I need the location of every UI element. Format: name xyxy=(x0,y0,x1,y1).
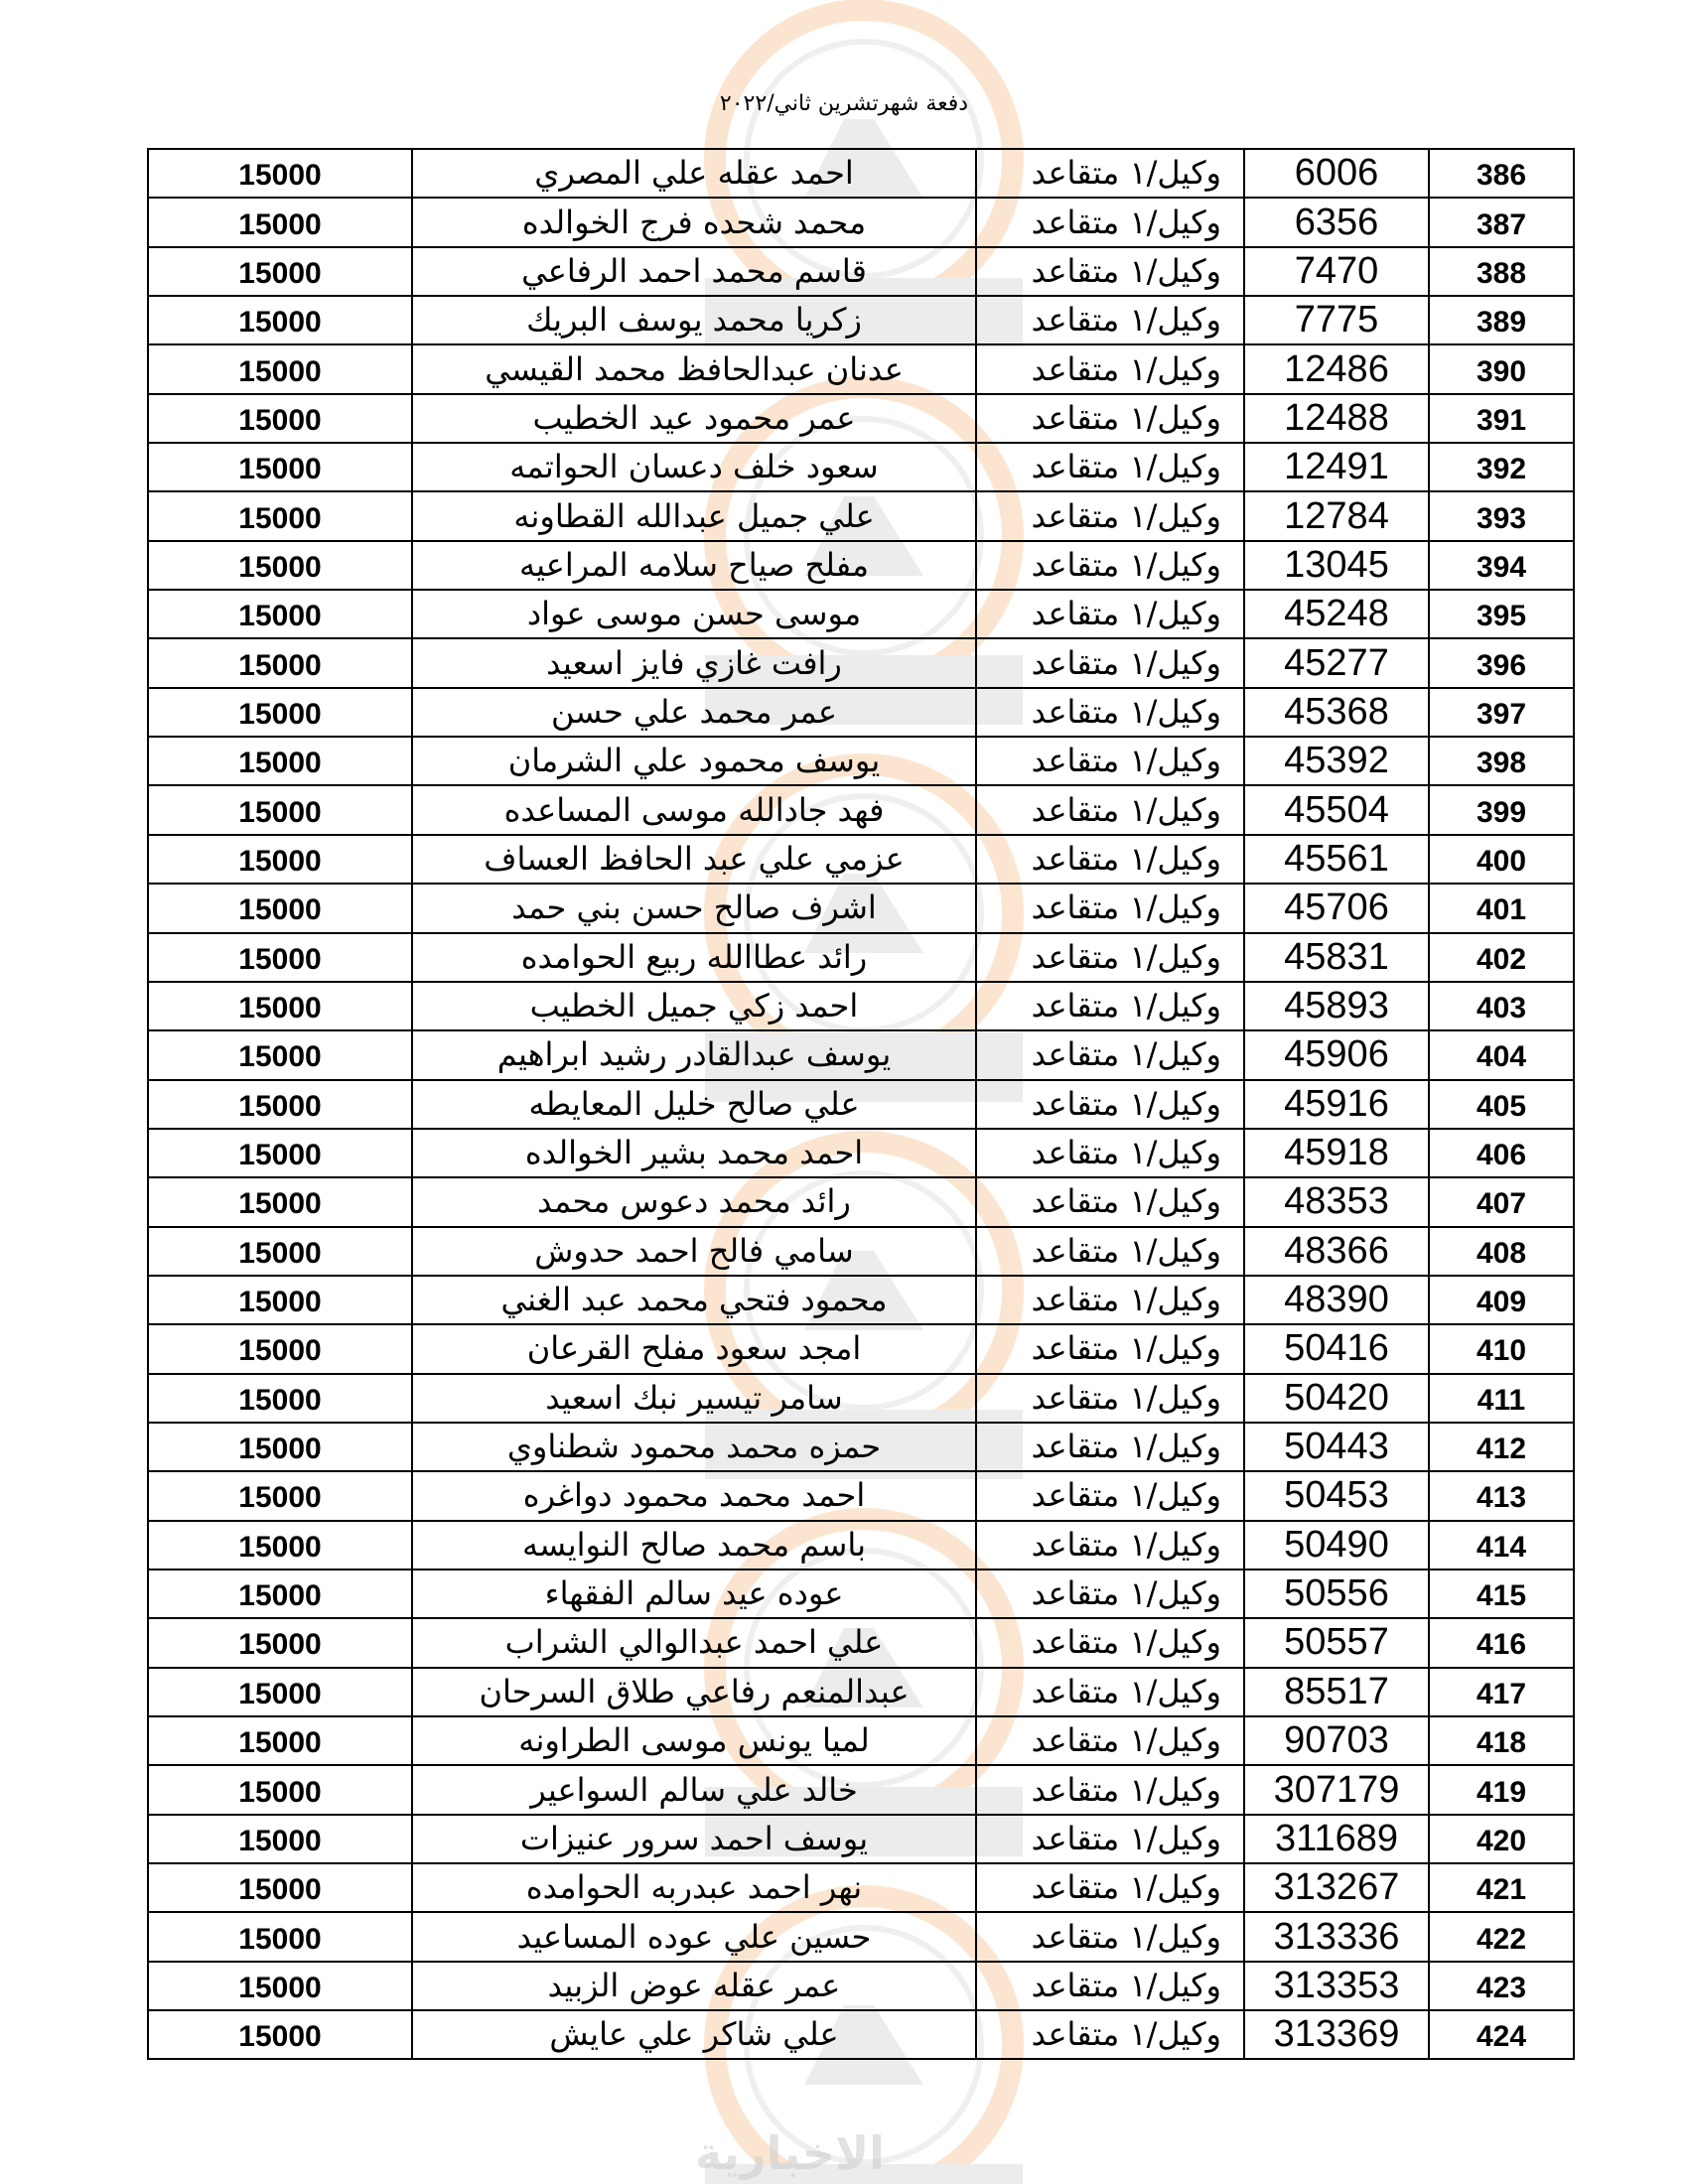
type-cell: وكيل/١ متقاعد xyxy=(976,1716,1244,1765)
name-cell: يوسف احمد سرور عنيزات xyxy=(412,1815,976,1863)
sequence-cell: 388 xyxy=(1429,247,1574,296)
name-cell: عمر محمود عيد الخطيب xyxy=(412,394,976,443)
name-cell: سامي فالح احمد حدوش xyxy=(412,1227,976,1276)
type-cell: وكيل/١ متقاعد xyxy=(976,1962,1244,2010)
table-row xyxy=(148,1374,1574,1423)
type-cell: وكيل/١ متقاعد xyxy=(976,1177,1244,1226)
sequence-cell: 413 xyxy=(1429,1471,1574,1520)
table-row xyxy=(148,785,1574,834)
table-row xyxy=(148,1227,1574,1276)
amount-cell: 15000 xyxy=(148,541,412,590)
table-row xyxy=(148,296,1574,344)
document-header: دفعة شهرتشرين ثاني/٢٠٢٢ xyxy=(719,91,969,116)
amount-cell: 15000 xyxy=(148,1962,412,2010)
sequence-cell: 389 xyxy=(1429,296,1574,344)
table-row xyxy=(148,443,1574,491)
amount-cell: 15000 xyxy=(148,638,412,687)
amount-cell: 15000 xyxy=(148,1716,412,1765)
table-row xyxy=(148,1177,1574,1226)
sequence-cell: 394 xyxy=(1429,541,1574,590)
sequence-cell: 411 xyxy=(1429,1374,1574,1423)
number-cell: 307179 xyxy=(1244,1765,1429,1814)
sequence-cell: 395 xyxy=(1429,590,1574,638)
name-cell: رائد محمد دعوس محمد xyxy=(412,1177,976,1226)
table-row xyxy=(148,1962,1574,2010)
name-cell: نهر احمد عبدربه الحوامده xyxy=(412,1863,976,1912)
type-cell: وكيل/١ متقاعد xyxy=(976,296,1244,344)
table-row xyxy=(148,1863,1574,1912)
sequence-cell: 386 xyxy=(1429,149,1574,198)
amount-cell: 15000 xyxy=(148,1618,412,1667)
table-row xyxy=(148,1570,1574,1618)
name-cell: رافت غازي فايز اسعيد xyxy=(412,638,976,687)
type-cell: وكيل/١ متقاعد xyxy=(976,785,1244,834)
sequence-cell: 417 xyxy=(1429,1668,1574,1716)
sequence-cell: 396 xyxy=(1429,638,1574,687)
amount-cell: 15000 xyxy=(148,247,412,296)
number-cell: 90703 xyxy=(1244,1716,1429,1765)
number-cell: 45916 xyxy=(1244,1080,1429,1129)
type-cell: وكيل/١ متقاعد xyxy=(976,1324,1244,1373)
sequence-cell: 420 xyxy=(1429,1815,1574,1863)
amount-cell: 15000 xyxy=(148,1471,412,1520)
type-cell: وكيل/١ متقاعد xyxy=(976,1863,1244,1912)
table-row xyxy=(148,1912,1574,1961)
amount-cell: 15000 xyxy=(148,296,412,344)
table-row xyxy=(148,1423,1574,1471)
name-cell: سعود خلف دعسان الحواتمه xyxy=(412,443,976,491)
name-cell: زكريا محمد يوسف البريك xyxy=(412,296,976,344)
name-cell: علي صالح خليل المعايطه xyxy=(412,1080,976,1129)
table-row xyxy=(148,491,1574,540)
name-cell: سامر تيسير نبك اسعيد xyxy=(412,1374,976,1423)
type-cell: وكيل/١ متقاعد xyxy=(976,1030,1244,1079)
number-cell: 313369 xyxy=(1244,2010,1429,2059)
type-cell: وكيل/١ متقاعد xyxy=(976,1471,1244,1520)
sequence-cell: 410 xyxy=(1429,1324,1574,1373)
amount-cell: 15000 xyxy=(148,1815,412,1863)
number-cell: 45906 xyxy=(1244,1030,1429,1079)
table-row xyxy=(148,1276,1574,1324)
sequence-cell: 416 xyxy=(1429,1618,1574,1667)
amount-cell: 15000 xyxy=(148,982,412,1030)
name-cell: عمر محمد علي حسن xyxy=(412,688,976,737)
number-cell: 313336 xyxy=(1244,1912,1429,1961)
name-cell: عمر عقله عوض الزبيد xyxy=(412,1962,976,2010)
name-cell: حسين علي عوده المساعيد xyxy=(412,1912,976,1961)
amount-cell: 15000 xyxy=(148,1030,412,1079)
type-cell: وكيل/١ متقاعد xyxy=(976,688,1244,737)
name-cell: علي احمد عبدالوالي الشراب xyxy=(412,1618,976,1667)
type-cell: وكيل/١ متقاعد xyxy=(976,982,1244,1030)
table-row xyxy=(148,1471,1574,1520)
number-cell: 50416 xyxy=(1244,1324,1429,1373)
type-cell: وكيل/١ متقاعد xyxy=(976,884,1244,932)
amount-cell: 15000 xyxy=(148,1080,412,1129)
type-cell: وكيل/١ متقاعد xyxy=(976,1815,1244,1863)
amount-cell: 15000 xyxy=(148,1912,412,1961)
number-cell: 50490 xyxy=(1244,1521,1429,1570)
number-cell: 50420 xyxy=(1244,1374,1429,1423)
number-cell: 45893 xyxy=(1244,982,1429,1030)
sequence-cell: 397 xyxy=(1429,688,1574,737)
number-cell: 12488 xyxy=(1244,394,1429,443)
table-row xyxy=(148,590,1574,638)
sequence-cell: 390 xyxy=(1429,344,1574,393)
number-cell: 12784 xyxy=(1244,491,1429,540)
table-row xyxy=(148,1815,1574,1863)
sequence-cell: 405 xyxy=(1429,1080,1574,1129)
sequence-cell: 392 xyxy=(1429,443,1574,491)
table-row xyxy=(148,1080,1574,1129)
number-cell: 48353 xyxy=(1244,1177,1429,1226)
name-cell: احمد زكي جميل الخطيب xyxy=(412,982,976,1030)
number-cell: 50557 xyxy=(1244,1618,1429,1667)
table-row xyxy=(148,1618,1574,1667)
sequence-cell: 406 xyxy=(1429,1129,1574,1177)
number-cell: 7470 xyxy=(1244,247,1429,296)
number-cell: 45918 xyxy=(1244,1129,1429,1177)
number-cell: 50443 xyxy=(1244,1423,1429,1471)
sequence-cell: 408 xyxy=(1429,1227,1574,1276)
number-cell: 45277 xyxy=(1244,638,1429,687)
amount-cell: 15000 xyxy=(148,1374,412,1423)
sequence-cell: 424 xyxy=(1429,2010,1574,2059)
type-cell: وكيل/١ متقاعد xyxy=(976,1765,1244,1814)
number-cell: 7775 xyxy=(1244,296,1429,344)
table-row xyxy=(148,1716,1574,1765)
amount-cell: 15000 xyxy=(148,1668,412,1716)
name-cell: موسى حسن موسى عواد xyxy=(412,590,976,638)
name-cell: امجد سعود مفلح القرعان xyxy=(412,1324,976,1373)
name-cell: عدنان عبدالحافظ محمد القيسي xyxy=(412,344,976,393)
table-row xyxy=(148,1765,1574,1814)
number-cell: 45561 xyxy=(1244,835,1429,884)
amount-cell: 15000 xyxy=(148,1765,412,1814)
table-row xyxy=(148,835,1574,884)
name-cell: محمود فتحي محمد عبد الغني xyxy=(412,1276,976,1324)
amount-cell: 15000 xyxy=(148,1324,412,1373)
sequence-cell: 414 xyxy=(1429,1521,1574,1570)
name-cell: محمد شحده فرج الخوالده xyxy=(412,198,976,246)
amount-cell: 15000 xyxy=(148,1521,412,1570)
amount-cell: 15000 xyxy=(148,884,412,932)
type-cell: وكيل/١ متقاعد xyxy=(976,247,1244,296)
type-cell: وكيل/١ متقاعد xyxy=(976,1227,1244,1276)
table-row xyxy=(148,149,1574,198)
amount-cell: 15000 xyxy=(148,1423,412,1471)
amount-cell: 15000 xyxy=(148,1570,412,1618)
amount-cell: 15000 xyxy=(148,785,412,834)
type-cell: وكيل/١ متقاعد xyxy=(976,933,1244,982)
type-cell: وكيل/١ متقاعد xyxy=(976,638,1244,687)
name-cell: فهد جادالله موسى المساعده xyxy=(412,785,976,834)
type-cell: وكيل/١ متقاعد xyxy=(976,1423,1244,1471)
number-cell: 12486 xyxy=(1244,344,1429,393)
name-cell: يوسف محمود علي الشرمان xyxy=(412,737,976,785)
amount-cell: 15000 xyxy=(148,344,412,393)
sequence-cell: 399 xyxy=(1429,785,1574,834)
amount-cell: 15000 xyxy=(148,394,412,443)
table-row xyxy=(148,198,1574,246)
sequence-cell: 407 xyxy=(1429,1177,1574,1226)
type-cell: وكيل/١ متقاعد xyxy=(976,541,1244,590)
number-cell: 45392 xyxy=(1244,737,1429,785)
amount-cell: 15000 xyxy=(148,933,412,982)
number-cell: 45248 xyxy=(1244,590,1429,638)
number-cell: 48366 xyxy=(1244,1227,1429,1276)
sequence-cell: 412 xyxy=(1429,1423,1574,1471)
amount-cell: 15000 xyxy=(148,2010,412,2059)
name-cell: خالد علي سالم السواعير xyxy=(412,1765,976,1814)
table-row xyxy=(148,394,1574,443)
number-cell: 45831 xyxy=(1244,933,1429,982)
type-cell: وكيل/١ متقاعد xyxy=(976,1570,1244,1618)
sequence-cell: 415 xyxy=(1429,1570,1574,1618)
type-cell: وكيل/١ متقاعد xyxy=(976,344,1244,393)
sequence-cell: 401 xyxy=(1429,884,1574,932)
amount-cell: 15000 xyxy=(148,1276,412,1324)
type-cell: وكيل/١ متقاعد xyxy=(976,1129,1244,1177)
amount-cell: 15000 xyxy=(148,198,412,246)
table-row xyxy=(148,737,1574,785)
table-row xyxy=(148,884,1574,932)
number-cell: 45504 xyxy=(1244,785,1429,834)
name-cell: احمد محمد بشير الخوالده xyxy=(412,1129,976,1177)
table-row xyxy=(148,2010,1574,2059)
number-cell: 313267 xyxy=(1244,1863,1429,1912)
number-cell: 48390 xyxy=(1244,1276,1429,1324)
table-row xyxy=(148,688,1574,737)
amount-cell: 15000 xyxy=(148,835,412,884)
amount-cell: 15000 xyxy=(148,491,412,540)
name-cell: باسم محمد صالح النوايسه xyxy=(412,1521,976,1570)
type-cell: وكيل/١ متقاعد xyxy=(976,1521,1244,1570)
number-cell: 12491 xyxy=(1244,443,1429,491)
number-cell: 6006 xyxy=(1244,149,1429,198)
amount-cell: 15000 xyxy=(148,737,412,785)
type-cell: وكيل/١ متقاعد xyxy=(976,2010,1244,2059)
table-row xyxy=(148,247,1574,296)
sequence-cell: 393 xyxy=(1429,491,1574,540)
name-cell: مفلح صياح سلامه المراعيه xyxy=(412,541,976,590)
number-cell: 311689 xyxy=(1244,1815,1429,1863)
type-cell: وكيل/١ متقاعد xyxy=(976,737,1244,785)
amount-cell: 15000 xyxy=(148,1177,412,1226)
sequence-cell: 387 xyxy=(1429,198,1574,246)
sequence-cell: 404 xyxy=(1429,1030,1574,1079)
name-cell: يوسف عبدالقادر رشيد ابراهيم xyxy=(412,1030,976,1079)
table-row xyxy=(148,638,1574,687)
sequence-cell: 391 xyxy=(1429,394,1574,443)
name-cell: علي شاكر علي عايش xyxy=(412,2010,976,2059)
type-cell: وكيل/١ متقاعد xyxy=(976,1618,1244,1667)
name-cell: احمد محمد محمود دواغره xyxy=(412,1471,976,1520)
sequence-cell: 400 xyxy=(1429,835,1574,884)
type-cell: وكيل/١ متقاعد xyxy=(976,590,1244,638)
type-cell: وكيل/١ متقاعد xyxy=(976,394,1244,443)
type-cell: وكيل/١ متقاعد xyxy=(976,198,1244,246)
name-cell: علي جميل عبدالله القطاونه xyxy=(412,491,976,540)
table-row xyxy=(148,1129,1574,1177)
table-row xyxy=(148,1030,1574,1079)
name-cell: عزمي علي عبد الحافظ العساف xyxy=(412,835,976,884)
svg-text:الاخبارية: الاخبارية xyxy=(695,2126,885,2180)
amount-cell: 15000 xyxy=(148,1227,412,1276)
number-cell: 45706 xyxy=(1244,884,1429,932)
number-cell: 6356 xyxy=(1244,198,1429,246)
name-cell: عبدالمنعم رفاعي طلاق السرحان xyxy=(412,1668,976,1716)
number-cell: 13045 xyxy=(1244,541,1429,590)
table-row xyxy=(148,541,1574,590)
type-cell: وكيل/١ متقاعد xyxy=(976,1668,1244,1716)
number-cell: 85517 xyxy=(1244,1668,1429,1716)
name-cell: لميا يونس موسى الطراونه xyxy=(412,1716,976,1765)
sequence-cell: 398 xyxy=(1429,737,1574,785)
name-cell: رائد عطاالله ربيع الحوامده xyxy=(412,933,976,982)
table-row xyxy=(148,1521,1574,1570)
number-cell: 45368 xyxy=(1244,688,1429,737)
amount-cell: 15000 xyxy=(148,590,412,638)
type-cell: وكيل/١ متقاعد xyxy=(976,1276,1244,1324)
number-cell: 50453 xyxy=(1244,1471,1429,1520)
type-cell: وكيل/١ متقاعد xyxy=(976,1080,1244,1129)
type-cell: وكيل/١ متقاعد xyxy=(976,443,1244,491)
type-cell: وكيل/١ متقاعد xyxy=(976,491,1244,540)
name-cell: حمزه محمد محمود شطناوي xyxy=(412,1423,976,1471)
type-cell: وكيل/١ متقاعد xyxy=(976,1912,1244,1961)
payment-table xyxy=(147,148,1575,2060)
amount-cell: 15000 xyxy=(148,149,412,198)
sequence-cell: 409 xyxy=(1429,1276,1574,1324)
name-cell: عوده عيد سالم الفقهاء xyxy=(412,1570,976,1618)
name-cell: قاسم محمد احمد الرفاعي xyxy=(412,247,976,296)
number-cell: 313353 xyxy=(1244,1962,1429,2010)
number-cell: 50556 xyxy=(1244,1570,1429,1618)
sequence-cell: 402 xyxy=(1429,933,1574,982)
name-cell: اشرف صالح حسن بني حمد xyxy=(412,884,976,932)
table-row xyxy=(148,982,1574,1030)
sequence-cell: 419 xyxy=(1429,1765,1574,1814)
type-cell: وكيل/١ متقاعد xyxy=(976,149,1244,198)
type-cell: وكيل/١ متقاعد xyxy=(976,835,1244,884)
table-row xyxy=(148,933,1574,982)
amount-cell: 15000 xyxy=(148,443,412,491)
type-cell: وكيل/١ متقاعد xyxy=(976,1374,1244,1423)
table-row xyxy=(148,1668,1574,1716)
table-row xyxy=(148,1324,1574,1373)
name-cell: احمد عقله علي المصري xyxy=(412,149,976,198)
sequence-cell: 403 xyxy=(1429,982,1574,1030)
sequence-cell: 423 xyxy=(1429,1962,1574,2010)
amount-cell: 15000 xyxy=(148,1863,412,1912)
table-row xyxy=(148,344,1574,393)
sequence-cell: 421 xyxy=(1429,1863,1574,1912)
amount-cell: 15000 xyxy=(148,1129,412,1177)
sequence-cell: 422 xyxy=(1429,1912,1574,1961)
amount-cell: 15000 xyxy=(148,688,412,737)
sequence-cell: 418 xyxy=(1429,1716,1574,1765)
